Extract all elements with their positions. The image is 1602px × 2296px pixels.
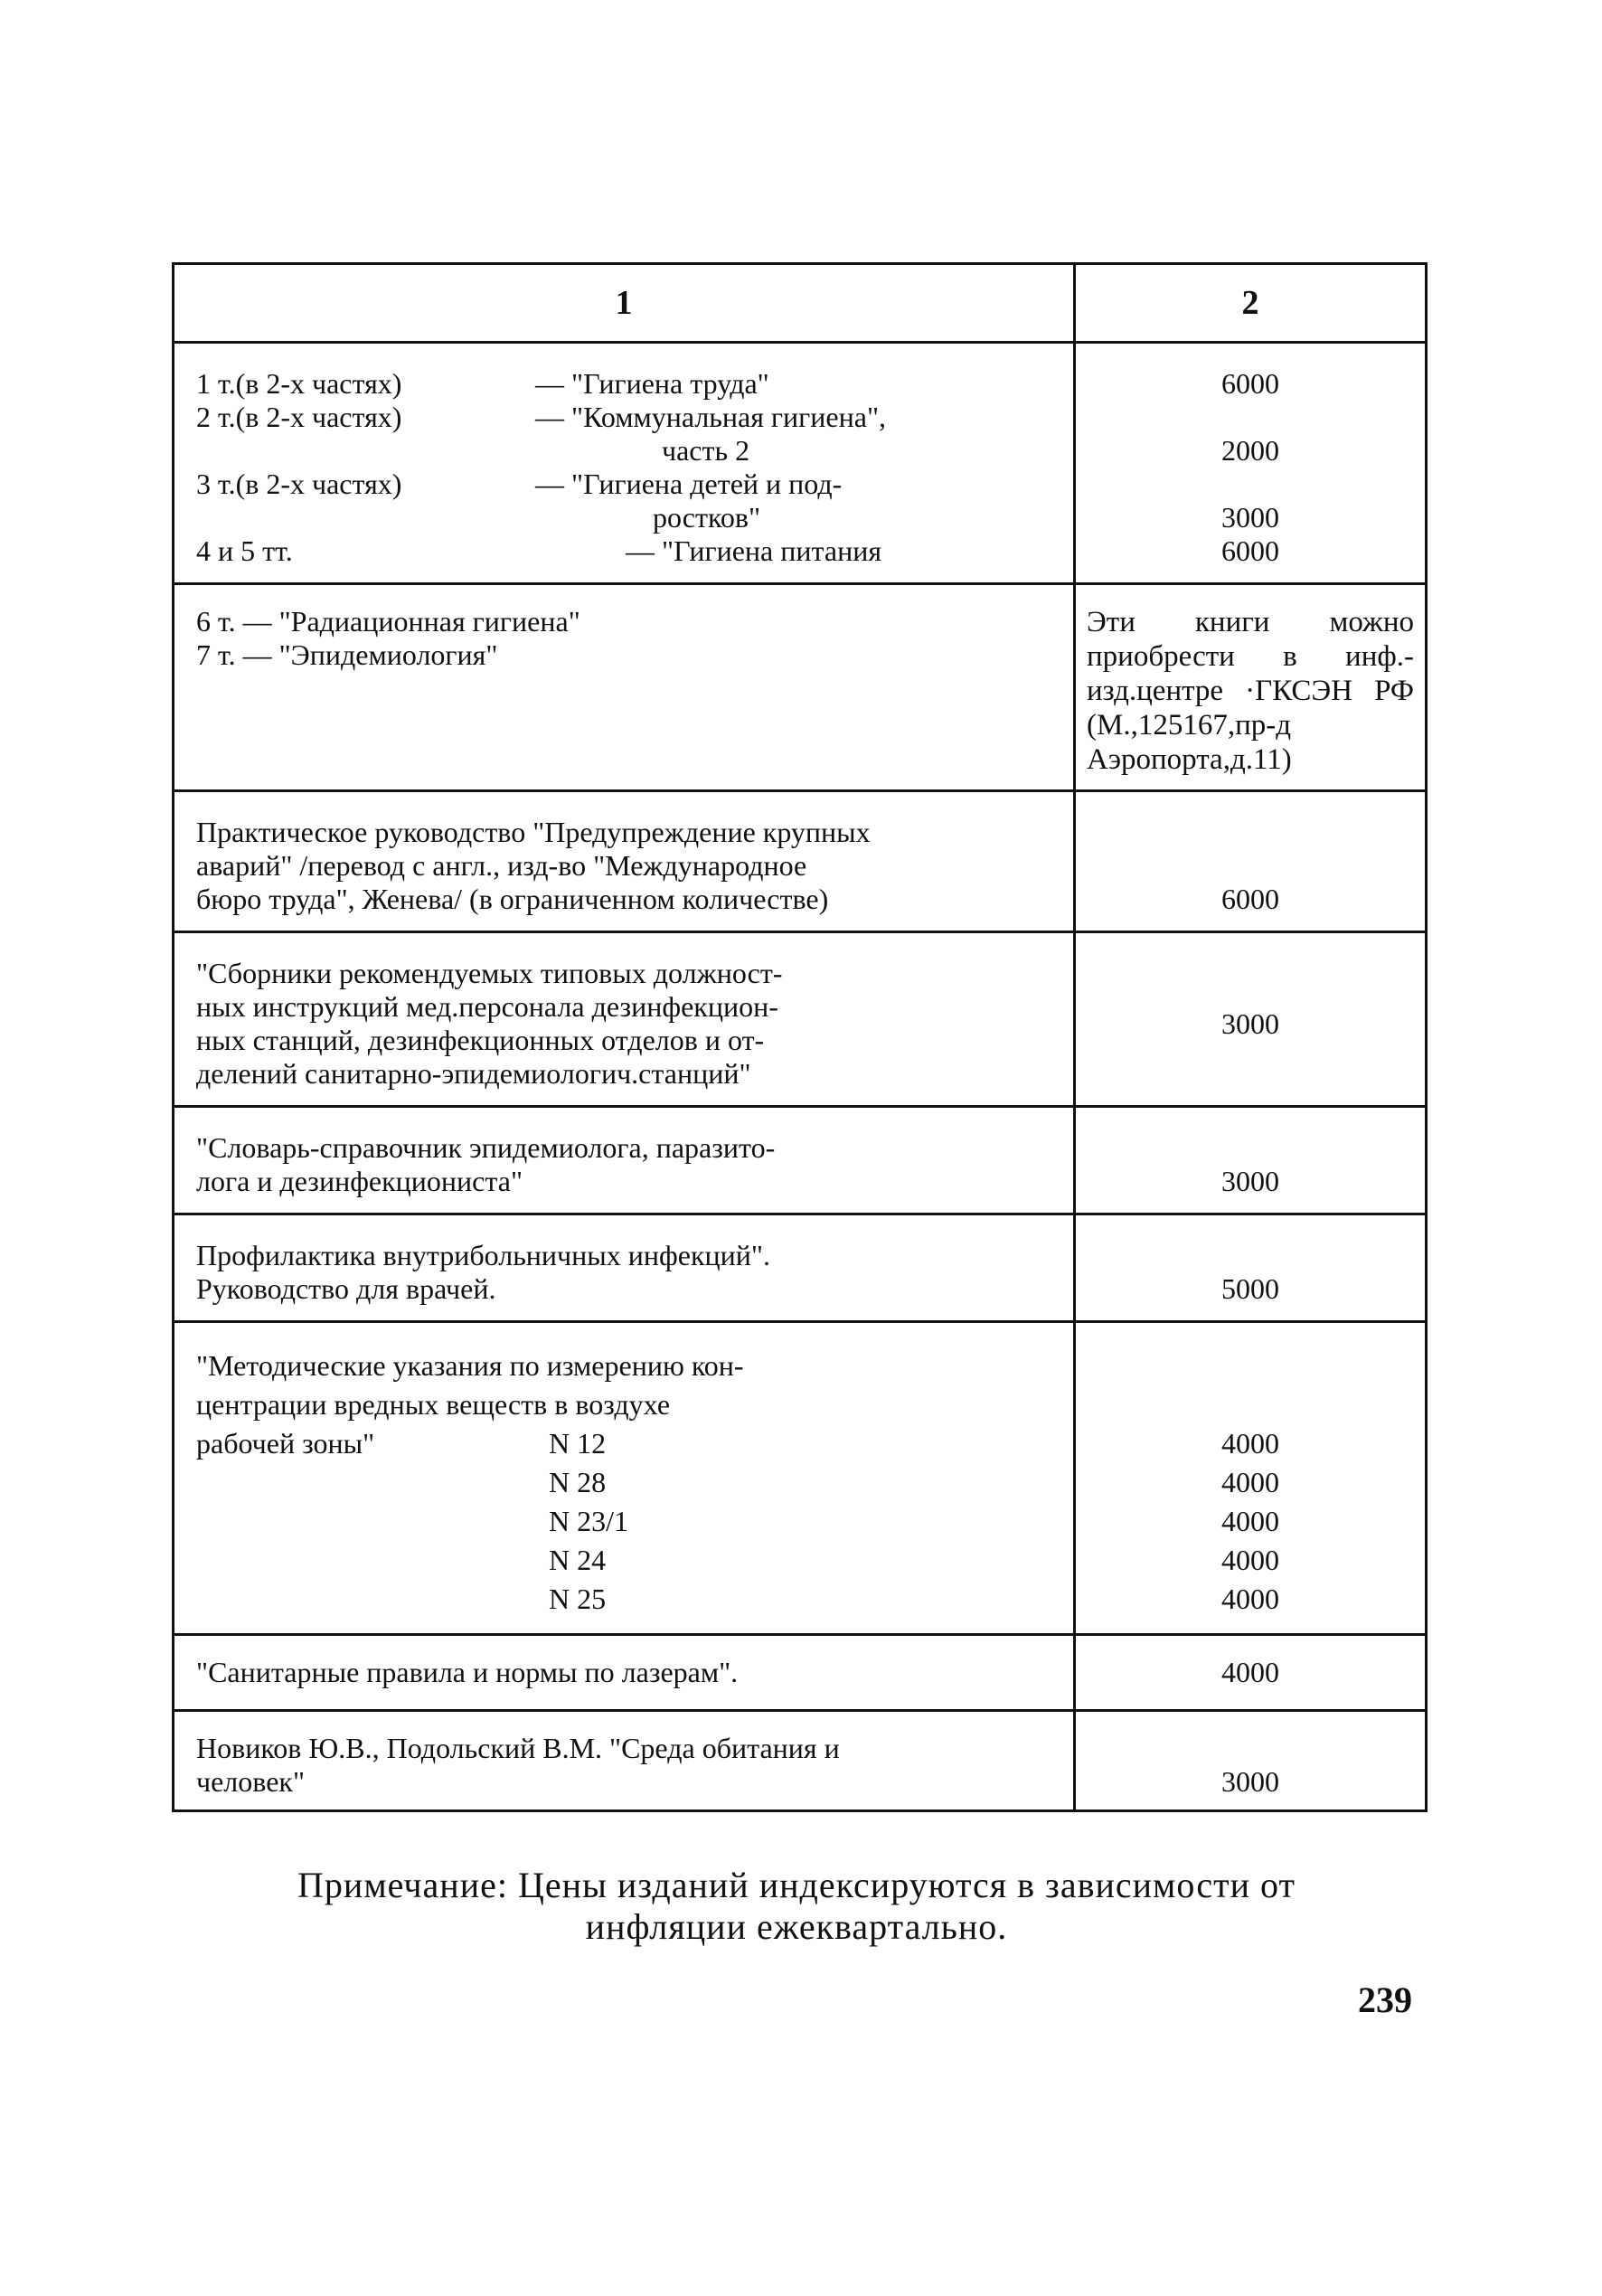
text-line: бюро труда", Женева/ (в ограниченном количестве): [196, 883, 829, 915]
table-row: [174, 932, 1427, 1107]
table-header-row: [174, 264, 1427, 343]
page-number: 239: [1358, 1979, 1412, 2020]
price: 6000: [1221, 534, 1279, 567]
row5-price-cell: [1075, 1107, 1427, 1214]
volume-title: — "Гигиена труда": [535, 367, 769, 400]
text-line: рабочей зоны": [196, 1427, 375, 1460]
purchase-info: Эти книги можно приобрести в инф.-изд.центре ·ГКСЭН РФ (М.,125167,пр-д Аэропорта,д.11): [1087, 606, 1414, 776]
issue-number: N 23/1: [549, 1505, 628, 1537]
row9-price-cell: [1075, 1711, 1427, 1811]
issue-number: N 12: [549, 1427, 607, 1460]
table-row: [174, 1711, 1427, 1811]
row1-description: [174, 343, 1075, 584]
price: 4000: [1221, 1656, 1279, 1688]
volume-label: 3 т.(в 2-х частях): [196, 468, 402, 500]
volume-label: 4 и 5 тт.: [196, 534, 293, 567]
text-line: Профилактика внутрибольничных инфекций".: [196, 1239, 770, 1271]
text-line: Руководство для врачей.: [196, 1272, 496, 1305]
price: 3000: [1221, 1765, 1279, 1798]
table-row: [174, 584, 1427, 791]
price: 4000: [1221, 1505, 1279, 1537]
issue-number: N 24: [549, 1544, 607, 1576]
price: 6000: [1221, 883, 1279, 915]
volume-title: — "Гигиена питания: [626, 534, 882, 567]
text-line: аварий" /перевод с англ., изд-во "Международное: [196, 849, 807, 882]
volume-title: — "Гигиена детей и под-: [535, 468, 843, 500]
text-line: "Сборники рекомендуемых типовых должност-: [196, 957, 783, 989]
price: 3000: [1221, 1165, 1279, 1197]
text-line: "Словарь-справочник эпидемиолога, паразито-: [196, 1131, 776, 1164]
table-row: [174, 1107, 1427, 1214]
table-row: [174, 343, 1427, 584]
row8-price-cell: [1075, 1635, 1427, 1711]
footnote-line-2: инфляции ежеквартально.: [585, 1906, 1008, 1947]
volume-label: 2 т.(в 2-х частях): [196, 401, 402, 433]
issue-numbers: [196, 1424, 1051, 1619]
price: 5000: [1221, 1272, 1279, 1305]
text-line: "Методические указания по измерению кон-: [196, 1349, 744, 1382]
price: 6000: [1221, 367, 1279, 400]
volume-title: — "Коммунальная гигиена",: [535, 401, 887, 433]
text-line: "Санитарные правила и нормы по лазерам".: [196, 1656, 739, 1688]
row7-prices: [1075, 1322, 1427, 1635]
issue-number: N 25: [549, 1583, 607, 1615]
column-header-2: 2: [1075, 264, 1427, 343]
table-row: [174, 1322, 1427, 1635]
text-line: человек": [196, 1765, 305, 1798]
volume-line: 6 т. — "Радиационная гигиена": [196, 605, 580, 638]
price: 4000: [1221, 1583, 1279, 1615]
text-line: Новиков Ю.В., Подольский В.М. "Среда обитания и: [196, 1732, 840, 1764]
column-header-1: 1: [174, 264, 1075, 343]
volume-label: 1 т.(в 2-х частях): [196, 367, 402, 400]
price: 4000: [1221, 1427, 1279, 1460]
row3-price-cell: [1075, 791, 1427, 932]
price: 4000: [1221, 1544, 1279, 1576]
price: [1087, 468, 1414, 501]
price: 4000: [1221, 1466, 1279, 1498]
row9-description: [174, 1711, 1075, 1811]
text-line: центрации вредных веществ в воздухе: [196, 1388, 671, 1421]
price: 3000: [1221, 501, 1279, 534]
row6-description: [174, 1214, 1075, 1322]
row1-prices: [1075, 343, 1427, 584]
row8-description: [174, 1635, 1075, 1711]
price: [1087, 401, 1414, 434]
volume-label: [196, 434, 535, 468]
footnote-line-1: Примечание: Цены изданий индексируются в зависимости от: [297, 1865, 1296, 1905]
volume-label: [196, 501, 535, 534]
row3-description: [174, 791, 1075, 932]
text-line: лога и дезинфекциониста": [196, 1165, 523, 1197]
row6-price-cell: [1075, 1214, 1427, 1322]
price-table: [172, 262, 1428, 1812]
price: 3000: [1221, 1006, 1279, 1040]
text-line: ных инструкций мед.персонала дезинфекцион-: [196, 990, 778, 1023]
table-row: [174, 1214, 1427, 1322]
price: 2000: [1221, 434, 1279, 467]
text-line: Практическое руководство "Предупреждение крупных: [196, 816, 871, 848]
volume-title: часть 2: [662, 434, 750, 467]
table-row: [174, 1635, 1427, 1711]
table-row: [174, 791, 1427, 932]
row4-price-cell: [1075, 932, 1427, 1107]
text-line: ных станций, дезинфекционных отделов и от-: [196, 1024, 765, 1056]
issue-number: N 28: [549, 1466, 607, 1498]
row2-description: [174, 584, 1075, 791]
row2-info: [1075, 584, 1427, 791]
volume-line: 7 т. — "Эпидемиология": [196, 638, 498, 671]
text-line: делений санитарно-эпидемиологич.станций": [196, 1057, 751, 1090]
volume-title: ростков": [653, 501, 761, 534]
row5-description: [174, 1107, 1075, 1214]
footnote: [172, 1865, 1421, 1948]
row4-description: [174, 932, 1075, 1107]
row7-description: [174, 1322, 1075, 1635]
